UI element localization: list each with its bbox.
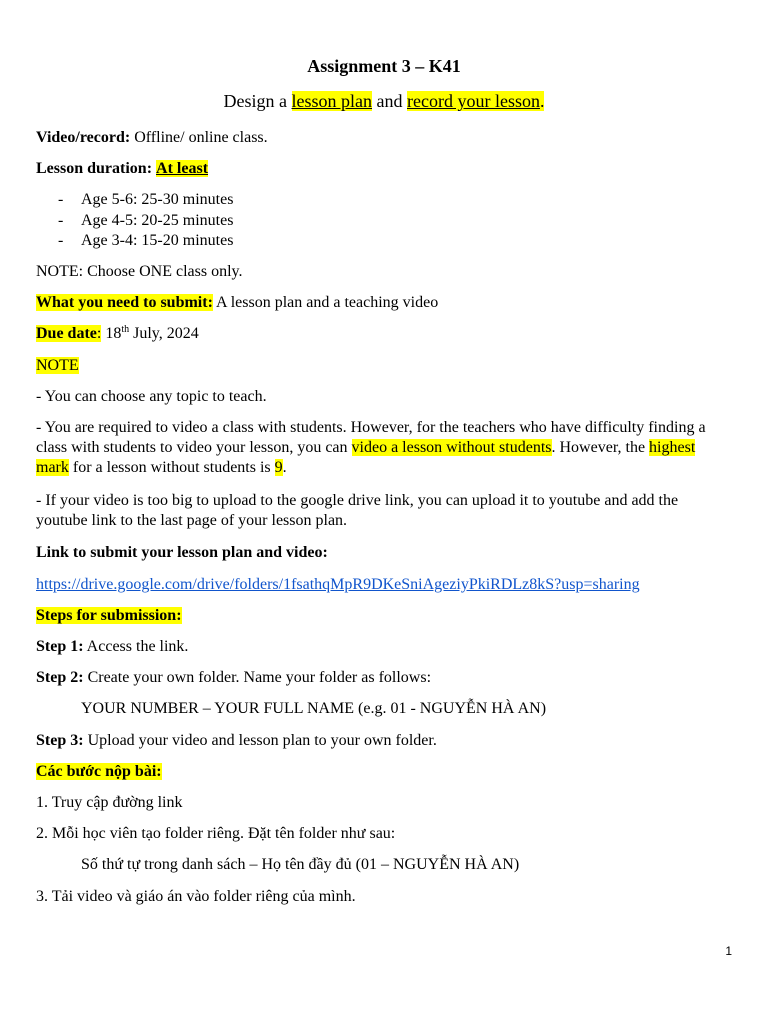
lesson-plan-highlight: lesson plan <box>291 91 372 111</box>
vn-step-2: 2. Mỗi học viên tạo folder riêng. Đặt tên folder như sau: <box>36 825 396 842</box>
note-one-class: NOTE: Choose ONE class only. <box>36 263 243 280</box>
link-label-line <box>36 543 732 563</box>
step-text: Create your own folder. Name your folder as follows: <box>83 669 432 686</box>
mark-value-highlight: 9 <box>274 459 283 476</box>
due-date-line <box>36 324 732 344</box>
at-least-highlight: At least <box>156 160 209 177</box>
required-text: . <box>282 459 287 476</box>
due-date-suffix: th <box>121 324 130 335</box>
duration-list <box>36 190 732 252</box>
subtitle-text: Design a <box>223 91 292 111</box>
list-item: - Age 3-4: 15-20 minutes <box>36 231 732 252</box>
subtitle-text: and <box>372 91 407 111</box>
list-item: - Age 5-6: 25-30 minutes <box>36 190 732 211</box>
required-text: . However, the <box>551 439 650 456</box>
steps-heading <box>36 606 732 626</box>
video-record-label: Video/record: <box>36 129 131 146</box>
step-2-format: YOUR NUMBER – YOUR FULL NAME (e.g. 01 - NGUYỄN HÀ AN) <box>81 700 547 717</box>
record-lesson-highlight: record your lesson <box>407 91 540 111</box>
vn-steps-label: Các bước nộp bài: <box>36 763 162 780</box>
required-paragraph <box>36 418 732 478</box>
due-date-label: Due date <box>36 325 97 342</box>
video-record-value: Offline/ online class. <box>130 129 268 146</box>
due-date-rest: July, 2024 <box>129 325 199 342</box>
link-label: Link to submit your lesson plan and video: <box>36 544 328 561</box>
without-students-highlight: video a lesson without students <box>351 439 552 456</box>
vn-step-3: 3. Tải video và giáo án vào folder riêng của mình. <box>36 888 356 905</box>
list-item: - Age 4-5: 20-25 minutes <box>36 211 732 232</box>
step-label: Step 2: <box>36 669 84 686</box>
vn-step-2-format: Số thứ tự trong danh sách – Họ tên đầy đủ (01 – NGUYỄN HÀ AN) <box>81 856 520 873</box>
vn-step-1: 1. Truy cập đường link <box>36 794 183 811</box>
step-3 <box>36 731 732 751</box>
due-date-colon: : <box>96 325 102 342</box>
highest-mark-highlight: highest mark <box>36 439 696 476</box>
required-text: for a lesson without students is <box>68 459 275 476</box>
note-heading <box>36 356 732 376</box>
lesson-duration-label: Lesson duration: <box>36 160 153 177</box>
step-label: Step 3: <box>36 732 84 749</box>
link-line <box>36 575 732 595</box>
big-video-paragraph: - If your video is too big to upload to the google drive link, you can upload it to youtube and add the youtube link to the last page of your lesson plan. <box>36 492 679 529</box>
step-label: Step 1: <box>36 638 84 655</box>
step-text: Upload your video and lesson plan to your own folder. <box>83 732 437 749</box>
vn-steps-heading <box>36 762 732 782</box>
lesson-duration-line <box>36 159 732 179</box>
step-text: Access the link. <box>83 638 189 655</box>
video-record-line <box>36 128 732 148</box>
submit-line <box>36 293 732 313</box>
step-2 <box>36 668 732 688</box>
submit-label: What you need to submit: <box>36 294 213 311</box>
submit-value: A lesson plan and a teaching video <box>212 294 439 311</box>
required-text: - You are required to video a class with students. However, for the teachers who have difficulty finding a class with students to video your lesson, you can <box>36 419 706 456</box>
subtitle-period: . <box>539 91 545 111</box>
note-label: NOTE <box>36 357 79 374</box>
step-1 <box>36 637 732 657</box>
document-title: Assignment 3 – K41 <box>307 56 461 76</box>
steps-label: Steps for submission: <box>36 607 182 624</box>
due-date-day: 18 <box>101 325 122 342</box>
page-number: 1 <box>725 944 732 958</box>
document-subtitle <box>36 91 732 112</box>
topic-note: - You can choose any topic to teach. <box>36 388 267 405</box>
drive-link[interactable]: https://drive.google.com/drive/folders/1fsathqMpR9DKeSniAgeziyPkiRDLz8kS?usp=sharing <box>36 576 640 593</box>
